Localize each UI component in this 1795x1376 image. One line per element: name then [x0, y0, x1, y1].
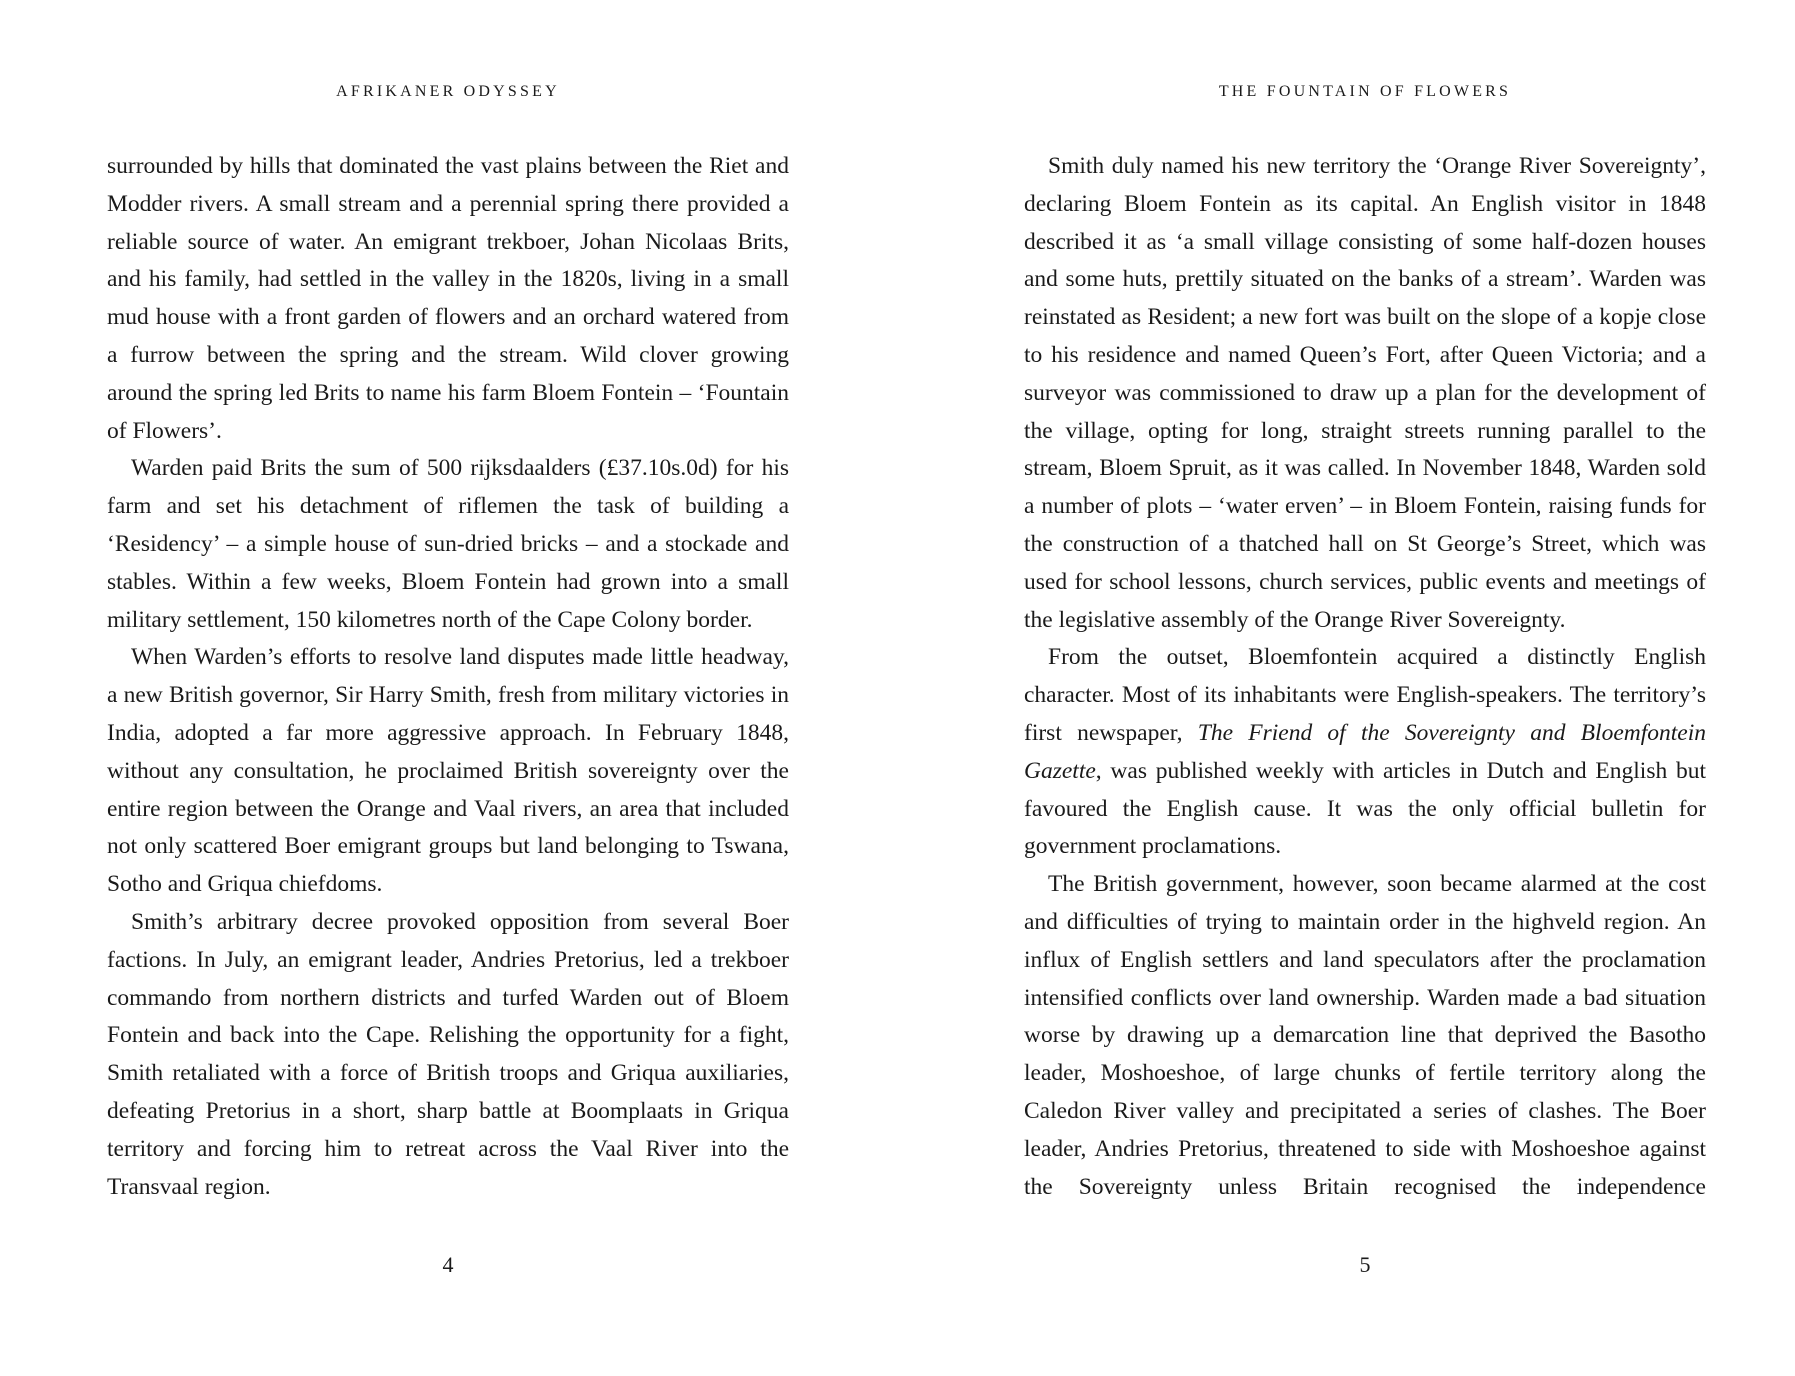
- running-head-right: THE FOUNTAIN OF FLOWERS: [1218, 83, 1512, 100]
- page-number-right: 5: [1359, 1252, 1371, 1277]
- right-page-body: [1024, 148, 1706, 1206]
- running-head-left: AFRIKANER ODYSSEY: [336, 83, 560, 100]
- paragraph: Smith duly named his new territory the ‘Orange River Sovereignty’, declaring Bloem Fontein as its capital. An English visitor in 1848 described it as ‘a small village consisting of some half-dozen houses and some huts, prettily situated on the banks of a stream’. Warden was reinstated as Resident; a new fort was built on the slope of a kopje close to his residence and named Queen’s Fort, after Queen Victoria; and a surveyor was commissioned to draw up a plan for the development of the village, opting for long, straight streets running parallel to the stream, Bloem Spruit, as it was called. In November 1848, Warden sold a number of plots – ‘water erven’ – in Bloem Fontein, raising funds for the construction of a thatched hall on St George’s Street, which was used for school lessons, church services, public events and meetings of the legislative assembly of the Orange River Sovereignty.: [1024, 153, 1706, 633]
- text-before-title: From the outset, Bloemfontein acquired a distinctly English character. Most of its inhabitants were English-speakers. The territory’s first newspaper,: [1024, 644, 1706, 746]
- paragraph: Warden paid Brits the sum of 500 rijksdaalders (£37.10s.0d) for his farm and set his detachment of riflemen the task of building a ‘Residency’ – a simple house of sun-dried bricks – and a stockade and stables. Within a few weeks, Bloem Fontein had grown into a small military settlement, 150 kilometres north of the Cape Colony border.: [107, 455, 789, 633]
- left-page: [107, 0, 789, 1376]
- paragraph: Smith’s arbitrary decree provoked opposition from several Boer factions. In July, an emigrant leader, Andries Pretorius, led a trekboer commando from northern districts and turfed Warden out of Bloem Fontein and back into the Cape. Relishing the opportunity for a fight, Smith retaliated with a force of British troops and Griqua auxiliaries, defeating Pretorius in a short, sharp battle at Boomplaats in Griqua territory and forcing him to retreat across the Vaal River into the Transvaal region.: [107, 908, 789, 1200]
- page-number-left: 4: [442, 1252, 454, 1277]
- newspaper-title: The Friend of the Sovereignty and Bloemfontein Gazette: [1024, 719, 1706, 784]
- paragraph: The British government, however, soon became alarmed at the cost and difficulties of trying to maintain order in the highveld region. An influx of English settlers and land speculators after the proclamation intensified conflicts over land ownership. Warden made a bad situation worse by drawing up a demarcation line that deprived the Basotho leader, Moshoeshoe, of large chunks of fertile territory along the Caledon River valley and precipitated a series of clashes. The Boer leader, Andries Pretorius, threatened to side with Moshoeshoe against the Sovereignty unless Britain recognised the independence: [1024, 871, 1706, 1200]
- paragraph: surrounded by hills that dominated the vast plains between the Riet and Modder rivers. A small stream and a perennial spring there provided a reliable source of water. An emigrant trekboer, Johan Nicolaas Brits, and his family, had settled in the valley in the 1820s, living in a small mud house with a front garden of flowers and an orchard watered from a furrow between the spring and the stream. Wild clover growing around the spring led Brits to name his farm Bloem Fontein – ‘Fountain of Flowers’.: [107, 153, 789, 444]
- text-after-title: , was published weekly with articles in Dutch and English but favoured the English cause. It was the only official bulletin for government proclamations.: [1024, 757, 1706, 860]
- paragraph: When Warden’s efforts to resolve land disputes made little headway, a new British governor, Sir Harry Smith, fresh from military victories in India, adopted a far more aggressive approach. In February 1848, without any consultation, he proclaimed British sovereignty over the entire region between the Orange and Vaal rivers, an area that included not only scattered Boer emigrant groups but land belonging to Tswana, Sotho and Griqua chiefdoms.: [107, 644, 789, 898]
- paragraph-newspaper: [1024, 639, 1706, 866]
- right-page: [1024, 0, 1706, 1376]
- left-page-body: [107, 148, 789, 1206]
